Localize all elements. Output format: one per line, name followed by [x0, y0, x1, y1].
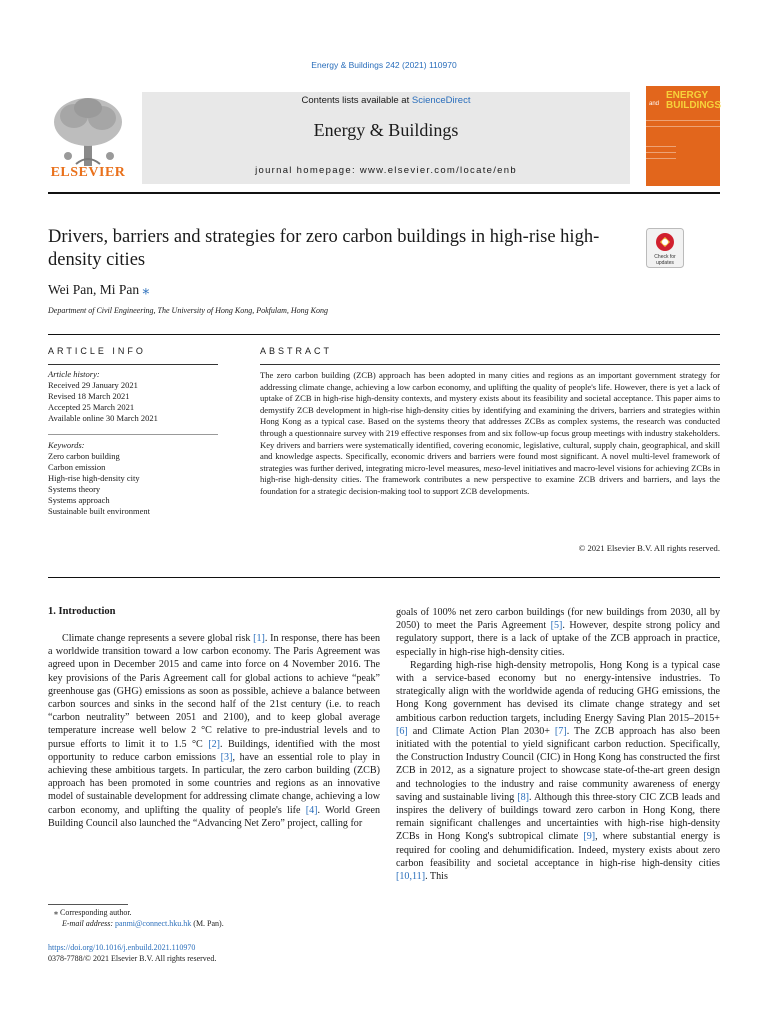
keyword-item: Systems approach: [48, 495, 110, 505]
history-label: Article history:: [48, 369, 100, 379]
svg-text:Check for: Check for: [654, 254, 676, 260]
ref-link[interactable]: [1]: [253, 633, 265, 644]
cover-word-energy: ENERGY: [666, 90, 709, 101]
keywords-rule: [48, 434, 218, 435]
keyword-item: High-rise high-density city: [48, 473, 140, 483]
journal-homepage[interactable]: journal homepage: www.elsevier.com/locate/enb: [255, 165, 517, 176]
intro-left-column: [48, 632, 380, 830]
keywords-label: Keywords:: [48, 440, 85, 450]
info-rule: [48, 334, 720, 335]
keywords: [48, 440, 228, 517]
ref-link[interactable]: [5]: [550, 620, 563, 632]
article-info-rule: [48, 364, 218, 365]
authors: Wei Pan, Mi Pan ⁎: [48, 282, 150, 297]
history-received: Received 29 January 2021: [48, 380, 138, 390]
abstract-heading: ABSTRACT: [260, 346, 333, 356]
issn-line: 0378-7788/© 2021 Elsevier B.V. All rights reserved.: [48, 954, 217, 963]
section-heading-introduction: 1. Introduction: [48, 606, 116, 617]
body-rule: [48, 577, 720, 578]
affiliation: Department of Civil Engineering, The University of Hong Kong, Pokfulam, Hong Kong: [48, 306, 328, 315]
doi-block: [48, 942, 378, 964]
article-info-heading: ARTICLE INFO: [48, 346, 146, 356]
footnote-email: E-mail address: panmi@connect.hku.hk (M. Pan).: [62, 919, 224, 928]
ref-link[interactable]: [3]: [220, 751, 233, 763]
doi-link[interactable]: https://doi.org/10.1016/j.enbuild.2021.110970: [48, 943, 196, 952]
footnote-corresponding: ⁎ Corresponding author.: [54, 908, 132, 917]
header-rule: [48, 192, 720, 194]
keyword-item: Sustainable built environment: [48, 506, 150, 516]
svg-text:updates: updates: [656, 260, 674, 266]
corresponding-author-mark[interactable]: ⁎: [142, 282, 150, 297]
footnotes: [48, 907, 378, 929]
abstract-rule: [260, 364, 720, 365]
intro-paragraph-2: Regarding high-rise high-density metropolis, Hong Kong is a typical case with a service-based economy but no energy-intensive industries. To strategically align with the worldwide agenda of reducing GHG emissions, the Hong Kong government has devised its climate change strategy and set ambitious carbon reduction targets, including Energy Saving Plan 2015–2015+ [6] and Climate Action Plan 2030+ [7]. The ZCB approach has also been initiated with the potential to yield significant carbon reduction. Specifically, the Construction Industry Council (CIC) in Hong Kong has constructed the first ZCB in 2012, as a signature project to showcase state-of-the-art green design and technologies to the industry and raise community awareness of energy saving and sustainable living [8]. Although this three-story CIC ZCB leads and inspires the delivery of buildings toward zero carbon in Hong Kong, there remain significant challenges and uncertainties with high-rise high-density ZCBs in Hong Kong's subtropical climate [9], where substantial energy is required for cooling and dehumidification. Indeed, mystery exists about zero carbon feasibility and societal acceptance in high-rise high-density cities [10,11]. This: [396, 659, 720, 883]
abstract-text: The zero carbon building (ZCB) approach has been adopted in many cities and regions as an important government strategy for addressing climate change, achieving a low carbon economy, and uplifting the quality of people's life. However, there is yet a lack of uptake of ZCB in high-rise high-density contexts, and mystery exists about its feasibility and societal acceptance. This paper aims to demystify ZCB development in high-rise high-density cities by identifying and examining the drivers, barriers and strategies within Hong Kong as a typical case. Based on the systems theory that addresses ZCBs as complex systems, the research was conducted through a questionnaire survey with 219 effective responses from and six follow-up focus group meetings with industry stakeholders. Key drivers and barriers were systematically identified, covering economic, legislative, cultural, supply chain, geographical, and skill and knowledge aspects. Specifically, economic drivers and barriers were found most significant. A novel multi-level framework of strategies was further derived, integrating micro-level measures, meso-level initiatives and macro-level visions for achieving ZCBs in high-rise high-density cities. The framework contributes a new perspective to examine ZCB drivers and barriers, and lays the foundation for a strategic decision-making tool to support ZCB developments.: [260, 370, 721, 496]
ref-link[interactable]: [2]: [208, 738, 220, 750]
intro-paragraph-1: Climate change represents a severe global risk [1]. In response, there has been a worldwide transition toward a low carbon economy. The Paris Agreement was agreed upon in December 2015 and came into force on 4 November 2016. The key provisions of the Paris Agreement call for global actions to achieve “peak” greenhouse gas (GHG) emissions as soon as possible, achieve a balance between carbon sources and sinks in the second half of the 21st century (i.e. to reach “carbon neutrality” between 2051 and 2100), and to keep global average temperature increase well below 2 °C relative to pre-industrial levels and to pursue efforts to limit it to 1.5 °C [2]. Buildings, identified with the most opportunity to reduce carbon emissions [3], have an essential role to play in achieving these ambitious targets. In particular, the zero carbon building (ZCB) approach has been promoted in some countries and regions as an innovative model of sustainable development for addressing climate change, achieving a low carbon economy, and uplifting the quality of people's life [4]. World Green Building Council also launched the “Advancing Net Zero” project, calling for: [48, 633, 381, 829]
journal-title: Energy & Buildings: [313, 120, 459, 140]
journal-citation[interactable]: Energy & Buildings 242 (2021) 110970: [311, 60, 457, 70]
history-revised: Revised 18 March 2021: [48, 391, 130, 401]
keyword-item: Systems theory: [48, 484, 101, 494]
ref-link[interactable]: [7]: [554, 725, 567, 737]
history-accepted: Accepted 25 March 2021: [48, 402, 135, 412]
cover-word-and: and: [649, 101, 660, 107]
contents-line: Contents lists available at ScienceDirect: [301, 95, 471, 106]
cover-word-buildings: BUILDINGS: [666, 100, 721, 111]
check-for-updates-icon[interactable]: [646, 228, 684, 268]
ref-link[interactable]: [6]: [396, 725, 408, 737]
intro-right-column: [396, 606, 720, 883]
keyword-item: Carbon emission: [48, 462, 106, 472]
journal-cover-art: [646, 86, 720, 186]
paper-title: Drivers, barriers and strategies for zero carbon buildings in high-rise high-density cities: [48, 227, 600, 270]
elsevier-wordmark: ELSEVIER: [50, 165, 126, 180]
ref-link[interactable]: [8]: [517, 791, 530, 803]
ref-link[interactable]: [9]: [583, 831, 596, 843]
sciencedirect-link[interactable]: ScienceDirect: [411, 95, 471, 106]
history-online: Available online 30 March 2021: [48, 413, 158, 423]
ref-link[interactable]: [4]: [305, 804, 318, 816]
article-history: [48, 369, 228, 424]
intro-paragraph-continued: goals of 100% net zero carbon buildings (for new buildings from 2030, all by 2050) to meet the Paris Agreement [5]. However, despite strong policy and regulatory support, there is a lack of uptake of the ZCB approach in practice, especially in high-rise high-density cities.: [396, 607, 720, 658]
ref-link[interactable]: [10,11]: [396, 871, 426, 883]
author-email-link[interactable]: panmi@connect.hku.hk: [115, 919, 192, 928]
footnote-rule: [48, 904, 128, 905]
keyword-item: Zero carbon building: [48, 451, 120, 461]
abstract-copyright: © 2021 Elsevier B.V. All rights reserved.: [578, 543, 720, 553]
